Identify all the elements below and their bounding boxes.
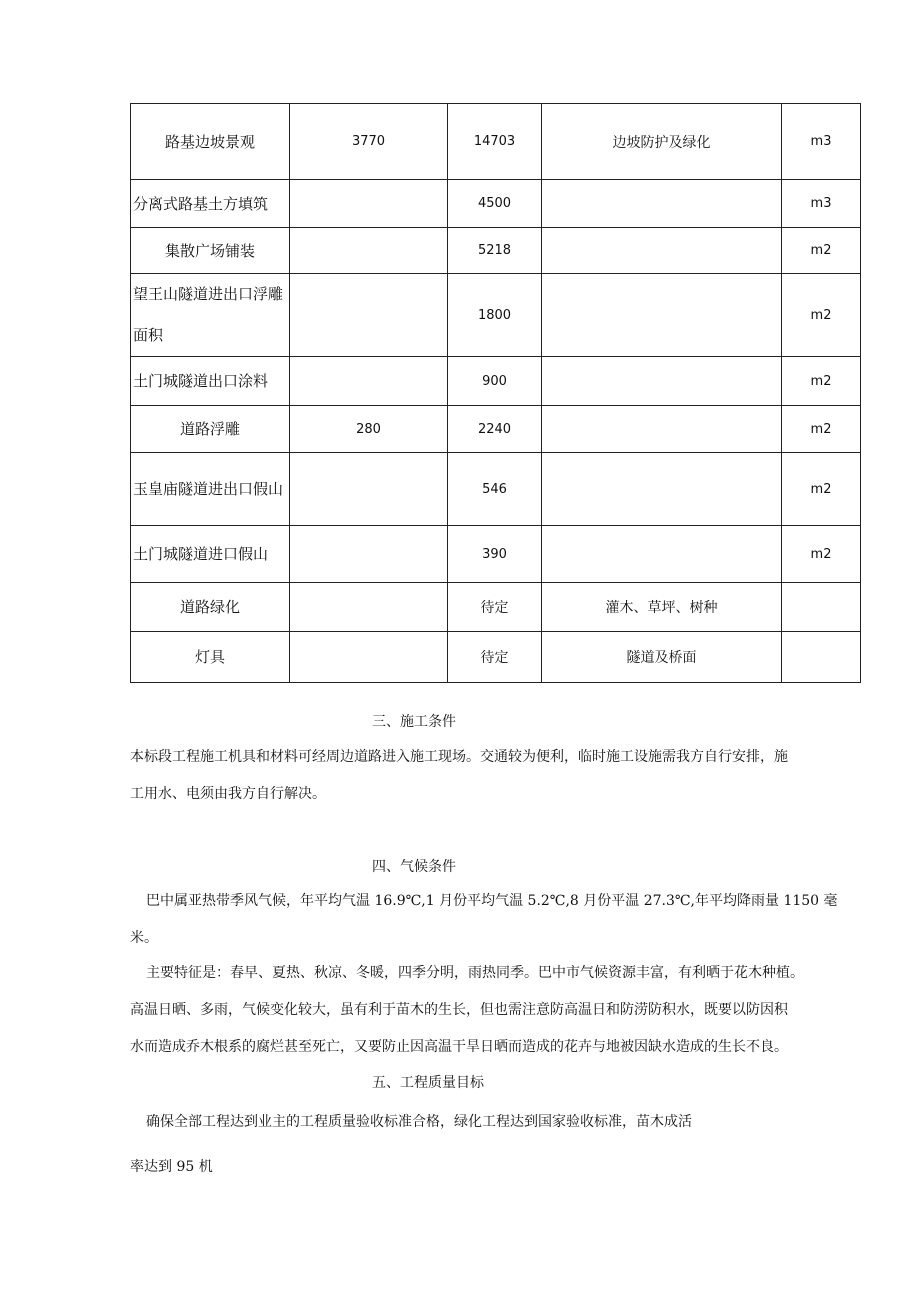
item-quantity-2: 待定 [448, 632, 542, 683]
item-note [542, 453, 782, 526]
item-quantity-2: 390 [448, 526, 542, 583]
item-note [542, 357, 782, 406]
section-heading-quality-target: 五、工程质量目标 [372, 1075, 484, 1091]
item-name: 玉皇庙隧道进出口假山 [131, 453, 290, 526]
paragraph-line: 确保全部工程达到业主的工程质量验收标准合格，绿化工程达到国家验收标准，苗木成活 [146, 1114, 692, 1130]
item-name: 道路绿化 [131, 583, 290, 632]
item-quantity-2: 14703 [448, 104, 542, 180]
item-quantity-2: 4500 [448, 180, 542, 228]
item-quantity-2: 2240 [448, 406, 542, 453]
item-quantity-1: 280 [290, 406, 448, 453]
item-unit: m2 [782, 453, 861, 526]
item-name: 土门城隧道进口假山 [131, 526, 290, 583]
paragraph-line: 米。 [130, 930, 158, 946]
table-row [131, 526, 861, 583]
item-quantity-1 [290, 228, 448, 274]
table-row [131, 453, 861, 526]
item-unit: m2 [782, 406, 861, 453]
item-name: 分离式路基土方填筑 [131, 180, 290, 228]
item-name: 集散广场铺装 [131, 228, 290, 274]
item-quantity-1 [290, 632, 448, 683]
item-quantity-2: 900 [448, 357, 542, 406]
table-row [131, 180, 861, 228]
item-quantity-2: 5218 [448, 228, 542, 274]
table-row [131, 632, 861, 683]
table-row [131, 406, 861, 453]
item-unit: m3 [782, 180, 861, 228]
item-name: 灯具 [131, 632, 290, 683]
item-note [542, 406, 782, 453]
section-heading-climate: 四、气候条件 [372, 859, 456, 875]
item-unit [782, 632, 861, 683]
table-row [131, 357, 861, 406]
paragraph-line: 本标段工程施工机具和材料可经周边道路进入施工现场。交通较为便利，临时施工设施需我方自行安排，施 [130, 749, 788, 765]
item-quantity-1 [290, 583, 448, 632]
paragraph-line: 高温日晒、多雨，气候变化较大，虽有利于苗木的生长，但也需注意防高温日和防涝防积水，既要以防因积 [130, 1002, 788, 1018]
item-unit: m2 [782, 526, 861, 583]
item-quantity-2: 1800 [448, 274, 542, 357]
item-name: 望王山隧道进出口浮雕面积 [131, 274, 290, 357]
item-quantity-1 [290, 274, 448, 357]
paragraph-line: 主要特征是：春早、夏热、秋凉、冬暖，四季分明，雨热同季。巴中市气候资源丰富，有利晒于花木种植。 [146, 965, 804, 981]
paragraph-line: 率达到 95 机 [130, 1159, 213, 1175]
item-quantity-2: 待定 [448, 583, 542, 632]
item-quantity-1 [290, 180, 448, 228]
quantity-table [130, 103, 861, 683]
item-quantity-1 [290, 526, 448, 583]
item-name: 路基边坡景观 [131, 104, 290, 180]
item-name: 土门城隧道出口涂料 [131, 357, 290, 406]
section-heading-construction-conditions: 三、施工条件 [372, 714, 456, 730]
item-note [542, 228, 782, 274]
item-quantity-1 [290, 453, 448, 526]
item-quantity-2: 546 [448, 453, 542, 526]
item-note: 隧道及桥面 [542, 632, 782, 683]
item-quantity-1: 3770 [290, 104, 448, 180]
item-note [542, 526, 782, 583]
item-unit: m3 [782, 104, 861, 180]
item-note [542, 274, 782, 357]
item-unit [782, 583, 861, 632]
item-unit: m2 [782, 228, 861, 274]
table-row [131, 104, 861, 180]
item-note: 边坡防护及绿化 [542, 104, 782, 180]
item-name: 道路浮雕 [131, 406, 290, 453]
table-row [131, 228, 861, 274]
paragraph-line: 水而造成乔木根系的腐烂甚至死亡，又要防止因高温干旱日晒而造成的花卉与地被因缺水造成的生长不良。 [130, 1039, 788, 1055]
table-row [131, 274, 861, 357]
item-note: 灌木、草坪、树种 [542, 583, 782, 632]
item-quantity-1 [290, 357, 448, 406]
item-unit: m2 [782, 357, 861, 406]
paragraph-line: 巴中属亚热带季风气候，年平均气温 16.9℃,1 月份平均气温 5.2℃,8 月份平温 27.3℃,年平均降雨量 1150 毫 [146, 893, 838, 909]
item-unit: m2 [782, 274, 861, 357]
item-note [542, 180, 782, 228]
table-row [131, 583, 861, 632]
paragraph-line: 工用水、电须由我方自行解决。 [130, 786, 326, 802]
